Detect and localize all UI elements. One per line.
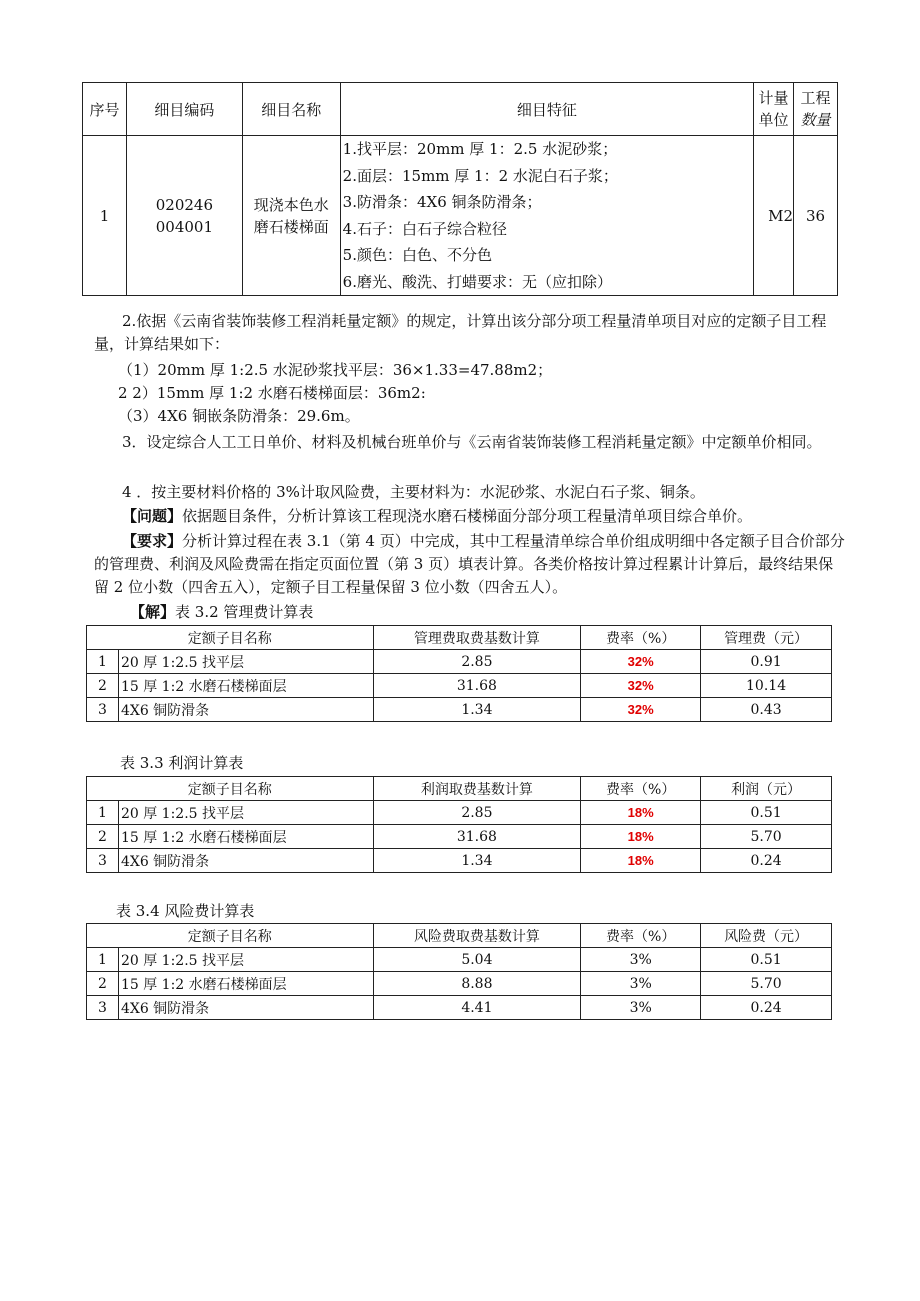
item-table-row xyxy=(83,136,838,296)
row-no: 3 xyxy=(87,996,119,1020)
row-rate xyxy=(581,650,701,674)
calc-line-1: （1）20mm 厚 1:2.5 水泥砂浆找平层：36×1.33=47.88m2； xyxy=(118,361,553,379)
header-qty-line2: 数量 xyxy=(800,111,831,129)
row-fee: 10.14 xyxy=(701,674,832,698)
row-code-line1: 020246 xyxy=(155,195,214,214)
requirement-text: 分析计算过程在表 3.1（第 4 页）中完成，其中工程量清单综合单价组成明细中各定额子目合价部分的管理费、利润及风险费需在指定页面位置（第 3 页）填表计算。各类价格按计算过程累计计算后，最终结果保留 2 位小数（四舍五入），定额子目工程量保留 3 位小数（四舍五人）。 xyxy=(94,532,845,596)
row-name: 20 厚 1:2.5 找平层 xyxy=(118,650,373,674)
row-fee: 5.70 xyxy=(701,825,832,849)
row-fee: 0.24 xyxy=(701,849,832,873)
row-fee: 0.43 xyxy=(701,698,832,722)
row-base: 4.41 xyxy=(373,996,581,1020)
row-seq: 1 xyxy=(83,136,127,296)
row-no: 2 xyxy=(87,674,119,698)
rate-value: 32% xyxy=(627,677,654,693)
row-name xyxy=(242,136,340,296)
row-qty: 36 xyxy=(794,136,838,296)
row-code xyxy=(126,136,242,296)
table-row xyxy=(87,972,832,996)
row-features xyxy=(340,136,753,296)
row-fee: 0.91 xyxy=(701,650,832,674)
row-fee: 0.24 xyxy=(701,996,832,1020)
row-no: 1 xyxy=(87,650,119,674)
col-header-name: 定额子目名称 xyxy=(87,626,374,650)
row-name-line2: 磨石楼梯面 xyxy=(253,217,329,236)
table-3-4-caption: 表 3.4 风险费计算表 xyxy=(116,902,255,920)
row-name: 4X6 铜防滑条 xyxy=(118,996,373,1020)
row-no: 1 xyxy=(87,948,119,972)
col-header-rate: 费率（%） xyxy=(581,777,701,801)
header-unit-line1: 计量 xyxy=(758,89,789,107)
row-rate: 3% xyxy=(581,996,701,1020)
row-no: 3 xyxy=(87,698,119,722)
paragraph-4: 4 ．按主要材料价格的 3%计取风险费，主要材料为：水泥砂浆、水泥白石子浆、铜条。 xyxy=(122,483,705,501)
row-no: 1 xyxy=(87,801,119,825)
col-header-rate: 费率（%） xyxy=(581,924,701,948)
col-header-base: 利润取费基数计算 xyxy=(373,777,581,801)
row-name-line1: 现浇本色水 xyxy=(253,195,329,214)
table-header-row xyxy=(87,924,832,948)
rate-value: 32% xyxy=(627,701,654,717)
paragraph-2: 2.依据《云南省装饰装修工程消耗量定额》的规定，计算出该分部分项工程量清单项目对应的定额子目工程量，计算结果如下： xyxy=(94,312,827,353)
row-no: 2 xyxy=(87,825,119,849)
col-header-rate: 费率（%） xyxy=(581,626,701,650)
col-header-fee: 风险费（元） xyxy=(701,924,832,948)
header-qty xyxy=(794,83,838,136)
table-header-row xyxy=(87,626,832,650)
profit-table xyxy=(86,776,832,873)
header-name: 细目名称 xyxy=(242,83,340,136)
col-header-fee: 管理费（元） xyxy=(701,626,832,650)
management-fee-table xyxy=(86,625,832,722)
feature-line: 3.防滑条：4X6 铜条防滑条； xyxy=(342,193,542,211)
row-base: 2.85 xyxy=(373,801,581,825)
row-name: 20 厚 1:2.5 找平层 xyxy=(118,801,373,825)
item-table-header-row xyxy=(83,83,838,136)
row-name: 15 厚 1:2 水磨石楼梯面层 xyxy=(118,825,373,849)
table-row xyxy=(87,650,832,674)
row-code-line2: 004001 xyxy=(155,217,214,236)
col-header-base: 管理费取费基数计算 xyxy=(373,626,581,650)
paragraph-3: 3．设定综合人工工日单价、材料及机械台班单价与《云南省装饰装修工程消耗量定额》中定额单价相同。 xyxy=(122,433,822,451)
col-header-fee: 利润（元） xyxy=(701,777,832,801)
row-name: 15 厚 1:2 水磨石楼梯面层 xyxy=(118,972,373,996)
row-rate xyxy=(581,674,701,698)
row-fee: 0.51 xyxy=(701,948,832,972)
feature-line: 2.面层：15mm 厚 1：2 水泥白石子浆； xyxy=(342,166,618,185)
answer-label: 【解】 xyxy=(130,603,176,621)
table-row xyxy=(87,698,832,722)
header-unit-line2: 单位 xyxy=(758,111,789,129)
feature-line: 5.颜色：白色、不分色 xyxy=(342,246,492,264)
row-rate xyxy=(581,698,701,722)
row-base: 2.85 xyxy=(373,650,581,674)
question-paragraph xyxy=(122,505,842,528)
col-header-name: 定额子目名称 xyxy=(87,924,374,948)
rate-value: 18% xyxy=(627,852,654,868)
table-3-3-caption: 表 3.3 利润计算表 xyxy=(120,754,244,772)
row-fee: 5.70 xyxy=(701,972,832,996)
table-row xyxy=(87,996,832,1020)
row-unit: M2 xyxy=(754,136,794,296)
calc-line-2: 2 2）15mm 厚 1:2 水磨石楼梯面层：36m2: xyxy=(118,384,426,402)
risk-fee-table xyxy=(86,923,832,1020)
feature-line: 1.找平层：20mm 厚 1：2.5 水泥砂浆； xyxy=(342,140,618,158)
question-label: 【问题】 xyxy=(122,507,183,525)
requirement-label: 【要求】 xyxy=(122,532,183,550)
row-base: 5.04 xyxy=(373,948,581,972)
row-name: 15 厚 1:2 水磨石楼梯面层 xyxy=(118,674,373,698)
row-rate xyxy=(581,825,701,849)
row-name: 4X6 铜防滑条 xyxy=(118,698,373,722)
row-fee: 0.51 xyxy=(701,801,832,825)
row-rate xyxy=(581,849,701,873)
row-rate: 3% xyxy=(581,972,701,996)
header-feature: 细目特征 xyxy=(340,83,753,136)
table-row xyxy=(87,674,832,698)
row-base: 1.34 xyxy=(373,698,581,722)
row-no: 3 xyxy=(87,849,119,873)
table-row xyxy=(87,801,832,825)
table-row xyxy=(87,825,832,849)
feature-line: 4.石子：白石子综合粒径 xyxy=(342,219,507,238)
header-seq: 序号 xyxy=(83,83,127,136)
table-3-2-caption: 表 3.2 管理费计算表 xyxy=(175,603,314,621)
row-rate xyxy=(581,801,701,825)
rate-value: 18% xyxy=(627,804,654,820)
feature-line: 6.磨光、酸洗、打蜡要求：无（应扣除） xyxy=(342,272,612,291)
row-base: 31.68 xyxy=(373,825,581,849)
row-base: 1.34 xyxy=(373,849,581,873)
rate-value: 18% xyxy=(627,828,654,844)
header-unit xyxy=(754,83,794,136)
col-header-base: 风险费取费基数计算 xyxy=(373,924,581,948)
table-row xyxy=(87,948,832,972)
question-text: 依据题目条件，分析计算该工程现浇水磨石楼梯面分部分项工程量清单项目综合单价。 xyxy=(182,507,753,525)
header-code: 细目编码 xyxy=(126,83,242,136)
row-name: 4X6 铜防滑条 xyxy=(118,849,373,873)
row-no: 2 xyxy=(87,972,119,996)
row-rate: 3% xyxy=(581,948,701,972)
requirement-paragraph xyxy=(94,530,846,599)
rate-value: 32% xyxy=(627,653,654,669)
item-detail-table xyxy=(82,82,838,296)
table-header-row xyxy=(87,777,832,801)
row-base: 31.68 xyxy=(373,674,581,698)
table-row xyxy=(87,849,832,873)
answer-paragraph xyxy=(130,601,880,624)
row-base: 8.88 xyxy=(373,972,581,996)
col-header-name: 定额子目名称 xyxy=(87,777,374,801)
calc-line-3: （3）4X6 铜嵌条防滑条：29.6m。 xyxy=(118,407,360,425)
row-name: 20 厚 1:2.5 找平层 xyxy=(118,948,373,972)
header-qty-line1: 工程 xyxy=(800,89,831,107)
